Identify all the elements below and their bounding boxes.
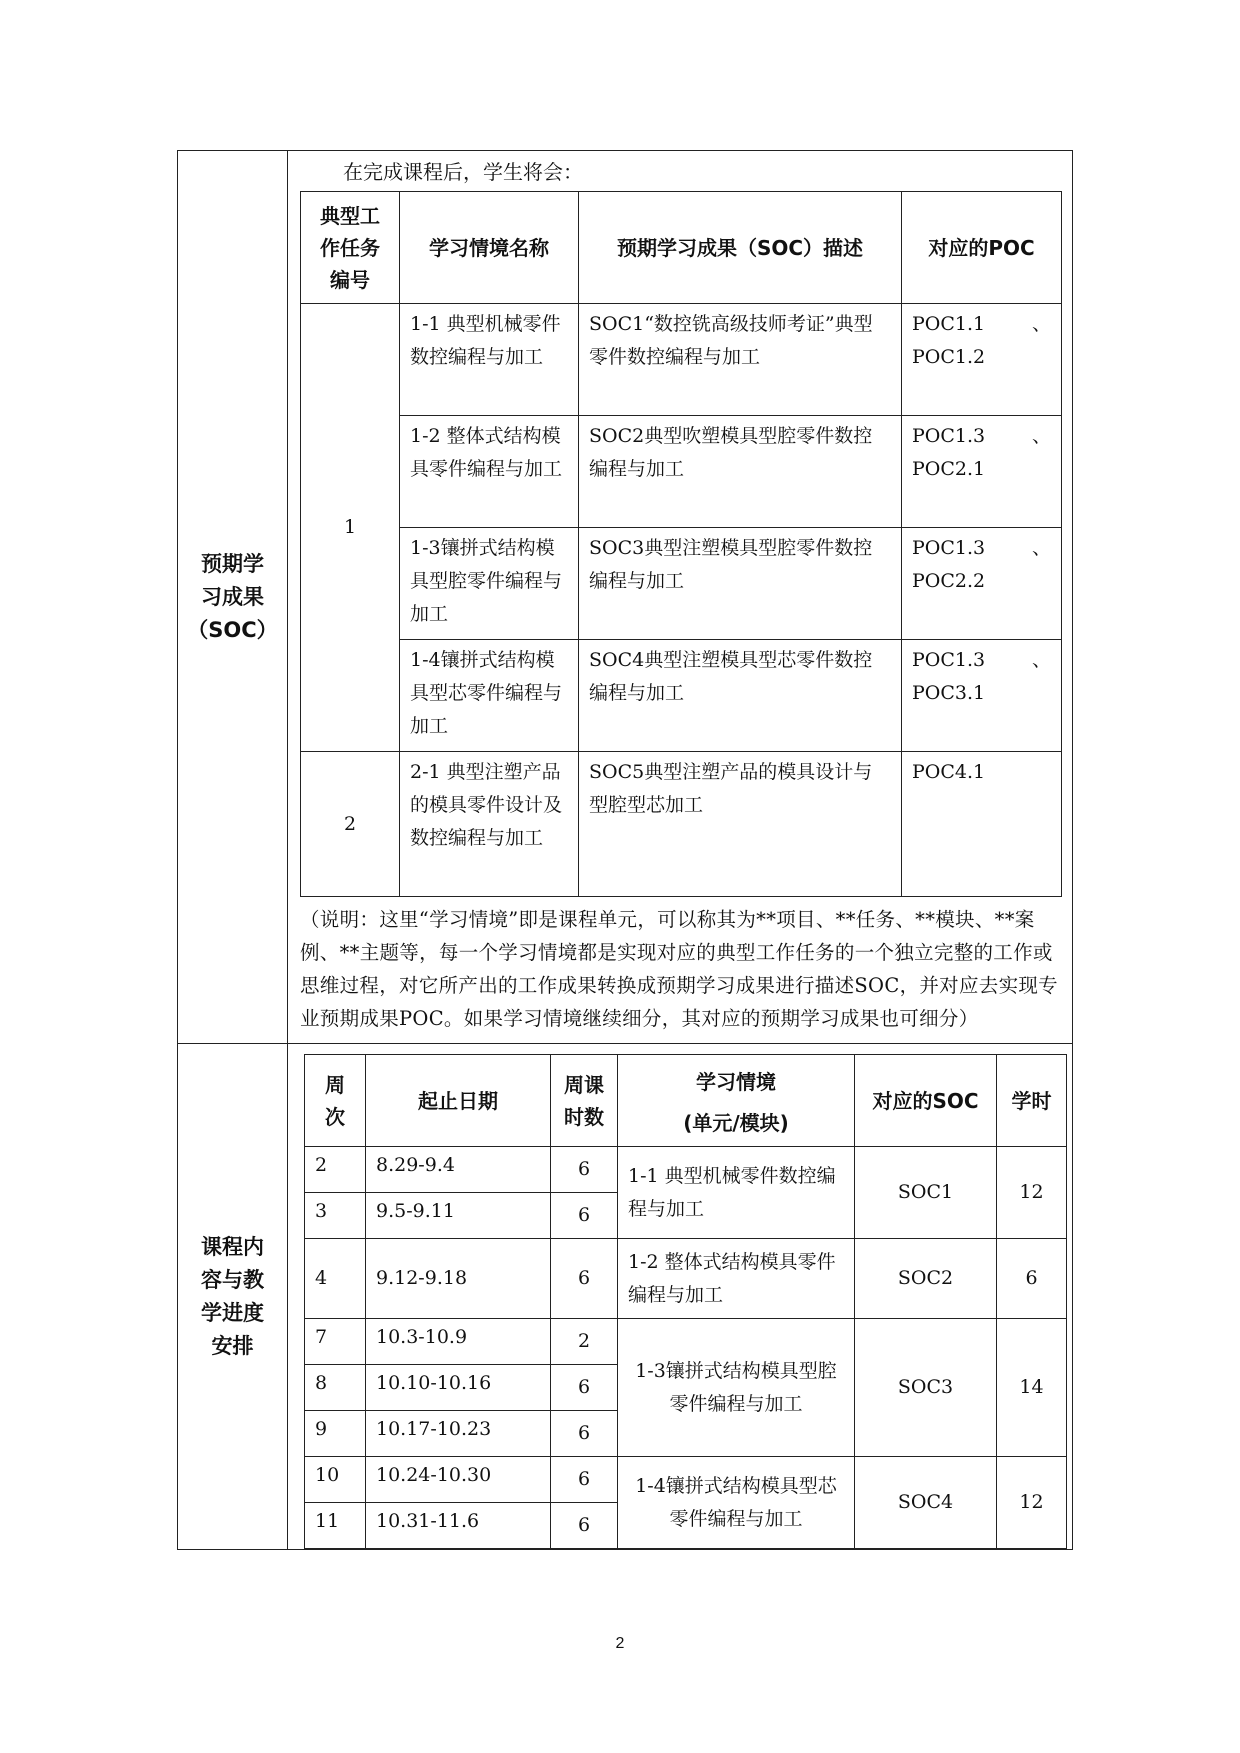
table-row (301, 752, 1062, 897)
dates-cell: 10.3-10.9 (366, 1319, 551, 1365)
label-line: 学进度 (201, 1300, 264, 1325)
total-cell: 6 (997, 1239, 1067, 1319)
hours-cell: 6 (551, 1239, 618, 1319)
label-line: 容与教 (201, 1267, 264, 1292)
table-row (305, 1457, 1067, 1503)
situation-cell: 2-1 典型注塑产品的模具零件设计及数控编程与加工 (400, 752, 579, 897)
hours-cell: 6 (551, 1365, 618, 1411)
poc-cell: POC1.1 、 POC1.2 (902, 304, 1062, 416)
soc-section-content (288, 151, 1073, 1044)
schedule-header-row (305, 1055, 1067, 1147)
course-form-table (177, 150, 1073, 1550)
label-line: 习成果 (201, 584, 264, 609)
soc-section (178, 151, 1073, 1044)
dates-cell: 10.24-10.30 (366, 1457, 551, 1503)
dates-cell: 10.10-10.16 (366, 1365, 551, 1411)
table-row (305, 1239, 1067, 1319)
task-no-cell: 1 (301, 304, 400, 752)
total-cell: 12 (997, 1457, 1067, 1549)
header-task-no: 典型工 作任务 编号 (301, 192, 400, 304)
situation-cell: 1-2 整体式结构模具零件编程与加工 (400, 416, 579, 528)
table-row (305, 1147, 1067, 1193)
poc-cell: POC1.3 、 POC2.2 (902, 528, 1062, 640)
week-cell: 10 (305, 1457, 366, 1503)
week-cell: 7 (305, 1319, 366, 1365)
situation-cell: 1-4镶拼式结构模具型芯零件编程与加工 (400, 640, 579, 752)
situation-cell: 1-4镶拼式结构模具型芯零件编程与加工 (618, 1457, 855, 1549)
label-line: 安排 (211, 1333, 254, 1358)
label-line: 预期学 (201, 551, 264, 576)
week-cell: 9 (305, 1411, 366, 1457)
dates-cell: 10.31-11.6 (366, 1503, 551, 1549)
header-soc: 对应的SOC (855, 1055, 997, 1147)
schedule-section-label (178, 1044, 288, 1550)
header-situation: 学习情境 (单元/模块) (618, 1055, 855, 1147)
poc-cell: POC1.3 、 POC3.1 (902, 640, 1062, 752)
header-week: 周 次 (305, 1055, 366, 1147)
soc-note: （说明：这里“学习情境”即是课程单元，可以称其为**项目、**任务、**模块、**案例、**主题等，每一个学习情境都是实现对应的典型工作任务的一个独立完整的工作或思维过程，对它所产出的工作成果转换成预期学习成果进行描述SOC，并对应去实现专业预期成果POC。如果学习情境继续细分，其对应的预期学习成果也可细分） (300, 908, 1058, 1030)
dates-cell: 10.17-10.23 (366, 1411, 551, 1457)
dates-cell: 8.29-9.4 (366, 1147, 551, 1193)
header-soc: 预期学习成果（SOC）描述 (579, 192, 902, 304)
schedule-section-content (288, 1044, 1073, 1550)
header-situation: 学习情境名称 (400, 192, 579, 304)
hours-cell: 2 (551, 1319, 618, 1365)
soc-header-row (301, 192, 1062, 304)
hours-cell: 6 (551, 1411, 618, 1457)
week-cell: 8 (305, 1365, 366, 1411)
soc-cell: SOC4 (855, 1457, 997, 1549)
total-cell: 14 (997, 1319, 1067, 1457)
soc-table (300, 191, 1062, 897)
label-line: 课程内 (201, 1234, 264, 1259)
header-hours: 周课 时数 (551, 1055, 618, 1147)
header-dates: 起止日期 (366, 1055, 551, 1147)
poc-cell: POC1.3 、 POC2.1 (902, 416, 1062, 528)
schedule-section (178, 1044, 1073, 1550)
soc-cell: SOC5典型注塑产品的模具设计与型腔型芯加工 (579, 752, 902, 897)
week-cell: 2 (305, 1147, 366, 1193)
soc-cell: SOC2典型吹塑模具型腔零件数控编程与加工 (579, 416, 902, 528)
situation-cell: 1-1 典型机械零件数控编程与加工 (618, 1147, 855, 1239)
soc-cell: SOC1“数控铣高级技师考证”典型零件数控编程与加工 (579, 304, 902, 416)
hours-cell: 6 (551, 1147, 618, 1193)
soc-cell: SOC3典型注塑模具型腔零件数控编程与加工 (579, 528, 902, 640)
task-no-cell: 2 (301, 752, 400, 897)
table-row (301, 304, 1062, 416)
header-poc: 对应的POC (902, 192, 1062, 304)
week-cell: 4 (305, 1239, 366, 1319)
label-line: （SOC） (187, 617, 278, 642)
table-row (301, 416, 1062, 528)
soc-intro: 在完成课程后，学生将会： (343, 160, 583, 184)
soc-cell: SOC4典型注塑模具型芯零件数控编程与加工 (579, 640, 902, 752)
week-cell: 11 (305, 1503, 366, 1549)
header-total: 学时 (997, 1055, 1067, 1147)
poc-cell: POC4.1 (902, 752, 1062, 897)
soc-cell: SOC3 (855, 1319, 997, 1457)
hours-cell: 6 (551, 1503, 618, 1549)
situation-cell: 1-1 典型机械零件数控编程与加工 (400, 304, 579, 416)
situation-cell: 1-3镶拼式结构模具型腔零件编程与加工 (400, 528, 579, 640)
total-cell: 12 (997, 1147, 1067, 1239)
soc-section-label (178, 151, 288, 1044)
soc-cell: SOC1 (855, 1147, 997, 1239)
dates-cell: 9.12-9.18 (366, 1239, 551, 1319)
soc-cell: SOC2 (855, 1239, 997, 1319)
schedule-table (304, 1054, 1067, 1549)
table-row (305, 1319, 1067, 1365)
hours-cell: 6 (551, 1457, 618, 1503)
situation-cell: 1-2 整体式结构模具零件编程与加工 (618, 1239, 855, 1319)
table-row (301, 528, 1062, 640)
hours-cell: 6 (551, 1193, 618, 1239)
week-cell: 3 (305, 1193, 366, 1239)
dates-cell: 9.5-9.11 (366, 1193, 551, 1239)
table-row (301, 640, 1062, 752)
page-number: 2 (615, 1635, 625, 1652)
situation-cell: 1-3镶拼式结构模具型腔零件编程与加工 (618, 1319, 855, 1457)
